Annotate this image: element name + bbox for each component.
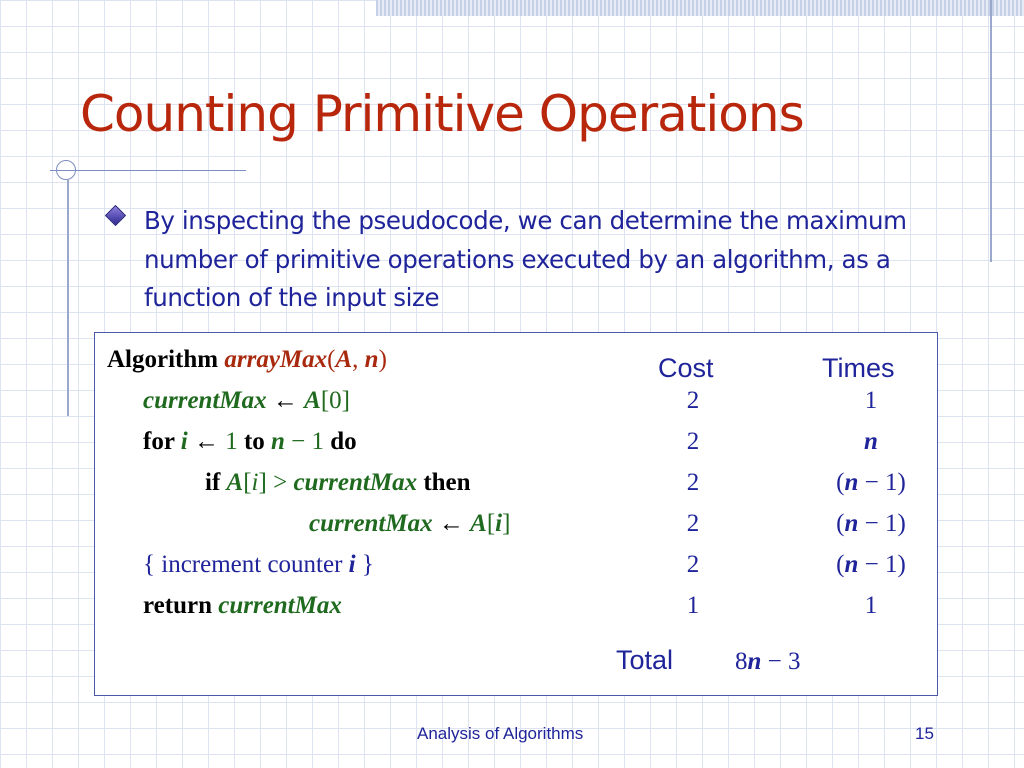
times-prefix: (	[836, 469, 845, 496]
greater-than: >	[266, 469, 294, 496]
code-line-comment	[143, 550, 374, 580]
total-label: Total	[616, 645, 674, 675]
code-line-init	[143, 386, 350, 416]
array-index: [0]	[320, 387, 350, 414]
slide-title: Counting Primitive Operations	[80, 85, 804, 143]
cost-value: 2	[686, 551, 700, 578]
algorithm-header	[107, 345, 387, 375]
comment-var: i	[348, 551, 356, 578]
page-number: 15	[915, 724, 934, 743]
code-line-if	[205, 468, 471, 498]
cost-header: Cost	[658, 353, 714, 383]
to-keyword: to	[237, 428, 272, 455]
comment-open: { increment counter	[143, 551, 349, 578]
var-currentmax: currentMax	[218, 592, 342, 619]
do-keyword: do	[330, 428, 357, 455]
array-ref: A	[470, 510, 487, 537]
footer-title: Analysis of Algorithms	[417, 724, 584, 743]
decorative-circle	[56, 160, 76, 180]
assign-arrow: ←	[266, 387, 305, 414]
times-suffix: − 1)	[858, 469, 906, 496]
title-underline	[50, 170, 246, 171]
var-currentmax: currentMax	[143, 387, 267, 414]
times-value	[812, 427, 930, 457]
for-keyword: for	[143, 428, 181, 455]
algorithm-box	[94, 332, 938, 696]
if-keyword: if	[205, 469, 227, 496]
param-comma: ,	[352, 346, 365, 373]
open-paren: (	[327, 346, 336, 373]
times-value	[812, 509, 930, 539]
comment-close: }	[355, 551, 374, 578]
times-prefix: 1	[864, 592, 878, 619]
right-bracket: ]	[258, 469, 267, 496]
times-n: n	[844, 469, 859, 496]
cost-value: 2	[686, 387, 700, 414]
total-coefficient: 8	[735, 648, 748, 675]
loop-n: n	[271, 428, 285, 455]
array-ref: A	[304, 387, 321, 414]
then-keyword: then	[417, 469, 471, 496]
left-decorative-line	[67, 180, 69, 416]
total-n: n	[747, 648, 762, 675]
loop-minus: − 1	[284, 428, 331, 455]
times-value	[812, 386, 930, 416]
times-prefix: (	[836, 510, 845, 537]
total-value	[735, 647, 801, 677]
algorithm-keyword: Algorithm	[107, 346, 219, 373]
left-bracket: [	[243, 469, 252, 496]
close-paren: )	[378, 346, 387, 373]
diamond-bullet-icon	[105, 205, 126, 226]
array-ref: A	[226, 469, 244, 496]
times-header: Times	[822, 353, 895, 383]
times-n: n	[844, 510, 859, 537]
right-bracket: ]	[502, 510, 511, 537]
cost-value: 2	[686, 469, 700, 496]
param-size: n	[364, 346, 379, 373]
param-array: A	[335, 346, 353, 373]
var-currentmax: currentMax	[309, 510, 433, 537]
loop-start: 1	[225, 428, 238, 455]
times-value	[812, 550, 930, 580]
assign-arrow: ←	[187, 428, 226, 455]
times-value	[812, 591, 930, 621]
times-suffix: − 1)	[858, 510, 906, 537]
assign-arrow: ←	[432, 510, 471, 537]
times-n: n	[844, 551, 859, 578]
bullet-text: By inspecting the pseudocode, we can determine the maximum number of primitive operations executed by an algorithm, as a function of the input size	[144, 206, 907, 312]
code-line-assign	[309, 509, 510, 539]
code-line-return	[143, 591, 342, 621]
algorithm-name: arrayMax	[224, 346, 328, 373]
times-value	[812, 468, 930, 498]
loop-var: i	[180, 428, 188, 455]
left-bracket: [	[486, 510, 496, 537]
index-var: i	[251, 469, 259, 496]
return-keyword: return	[143, 592, 219, 619]
cost-value: 2	[686, 428, 700, 455]
var-currentmax: currentMax	[293, 469, 418, 496]
times-n: n	[864, 428, 878, 455]
cost-value: 2	[686, 510, 700, 537]
right-decorative-line	[990, 0, 992, 262]
times-suffix: − 1)	[858, 551, 906, 578]
index-var: i	[495, 510, 503, 537]
code-line-for	[143, 427, 357, 457]
cost-value: 1	[686, 592, 700, 619]
times-prefix: 1	[864, 387, 878, 414]
total-constant: − 3	[761, 648, 801, 675]
top-decorative-bar	[376, 0, 1024, 16]
times-prefix: (	[836, 551, 845, 578]
